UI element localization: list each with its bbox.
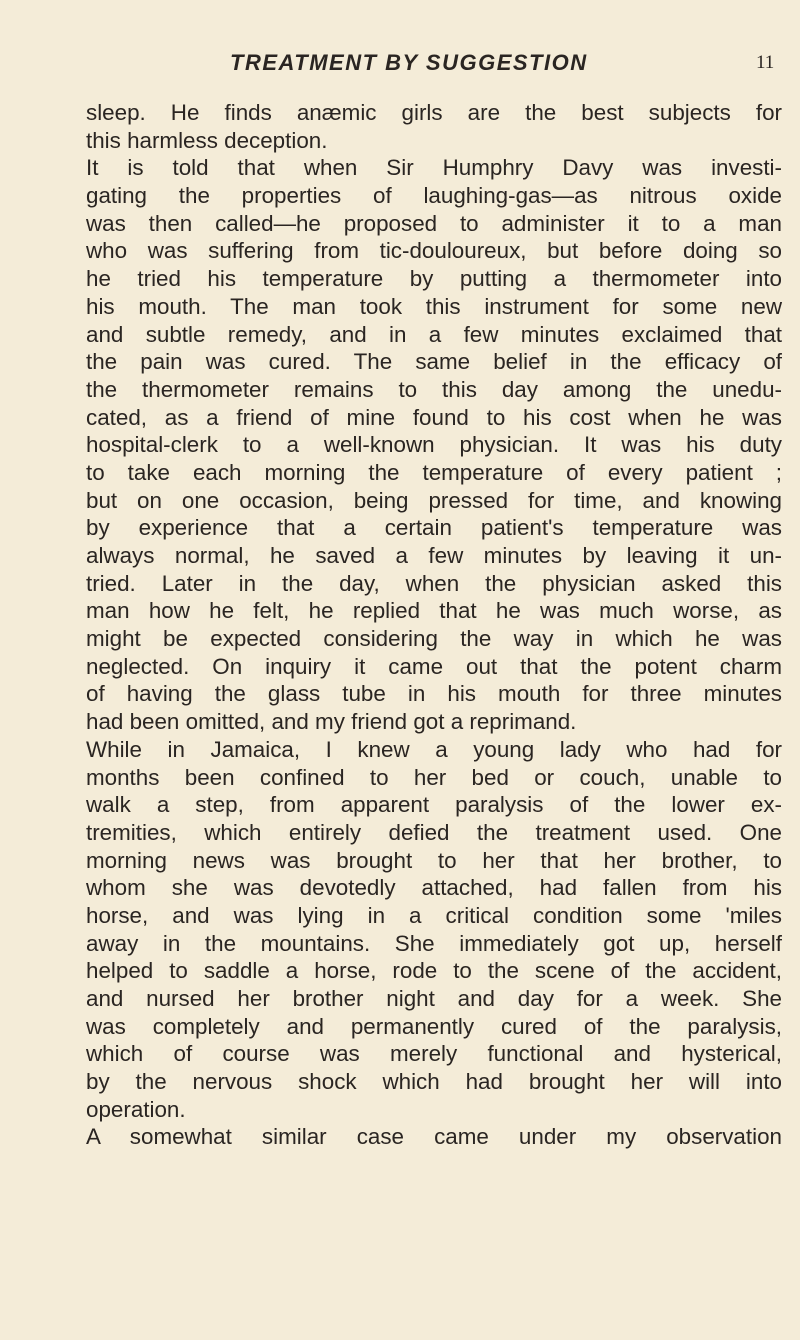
text-line: was completely and permanently cured of the paralysis, (86, 1013, 782, 1039)
text-line: which of course was merely functional and hysterical, (86, 1041, 782, 1067)
text-line: the thermometer remains to this day among the unedu- (86, 376, 782, 402)
text-line: tremities, which entirely defied the treatment used. One (86, 819, 782, 845)
text-line: whom she was devotedly attached, had fallen from his (86, 875, 782, 901)
running-title: TREATMENT BY SUGGESTION (230, 50, 588, 75)
text-line: by experience that a certain patient's temperature was (86, 515, 782, 541)
text-line: morning news was brought to her that her brother, to (86, 847, 782, 873)
text-line: but on one occasion, being pressed for time, and knowing (86, 487, 782, 513)
text-line: While in Jamaica, I knew a young lady who had for (86, 736, 782, 762)
text-line: he tried his temperature by putting a thermometer into (86, 266, 782, 292)
text-line: the pain was cured. The same belief in the efficacy of (86, 349, 782, 375)
text-line: neglected. On inquiry it came out that the potent charm (86, 653, 782, 679)
text-line: It is told that when Sir Humphry Davy was investi- (86, 155, 782, 181)
text-line: always normal, he saved a few minutes by leaving it un- (86, 543, 782, 568)
text-line: helped to saddle a horse, rode to the scene of the accident, (86, 958, 782, 984)
text-line: sleep. He finds anæmic girls are the best subjects for (86, 100, 782, 125)
text-line: away in the mountains. She immediately got up, herself (86, 930, 782, 956)
text-line: might be expected considering the way in which he was (86, 626, 782, 652)
text-line: had been omitted, and my friend got a reprimand. (86, 709, 577, 735)
text-line: man how he felt, he replied that he was much worse, as (86, 598, 782, 624)
text-line: and nursed her brother night and day for a week. She (86, 986, 782, 1011)
text-line: his mouth. The man took this instrument for some new (86, 293, 782, 319)
running-head (0, 50, 800, 90)
text-line: to take each morning the temperature of every patient ; (86, 459, 782, 485)
text-line: gating the properties of laughing-gas—as nitrous oxide (86, 183, 782, 209)
text-line: months been confined to her bed or couch, unable to (86, 764, 782, 790)
text-line: horse, and was lying in a critical condition some 'miles (86, 902, 782, 928)
text-line: tried. Later in the day, when the physician asked this (86, 570, 782, 596)
text-line: hospital-clerk to a well-known physician. It was his duty (86, 432, 782, 458)
text-line: and subtle remedy, and in a few minutes exclaimed that (86, 321, 782, 347)
text-line: operation. (86, 1096, 186, 1122)
text-line: cated, as a friend of mine found to his cost when he was (86, 404, 782, 430)
page-number: 11 (756, 52, 775, 73)
text-line: who was suffering from tic-douloureux, but before doing so (86, 238, 782, 264)
body-text (86, 99, 782, 1151)
text-line: of having the glass tube in his mouth for three minutes (86, 681, 782, 707)
text-line: by the nervous shock which had brought her will into (86, 1069, 782, 1095)
text-line: walk a step, from apparent paralysis of the lower ex- (86, 792, 782, 818)
text-line: was then called—he proposed to administer it to a man (86, 210, 782, 236)
text-line: this harmless deception. (86, 127, 328, 153)
text-line: A somewhat similar case came under my observation (86, 1124, 782, 1150)
